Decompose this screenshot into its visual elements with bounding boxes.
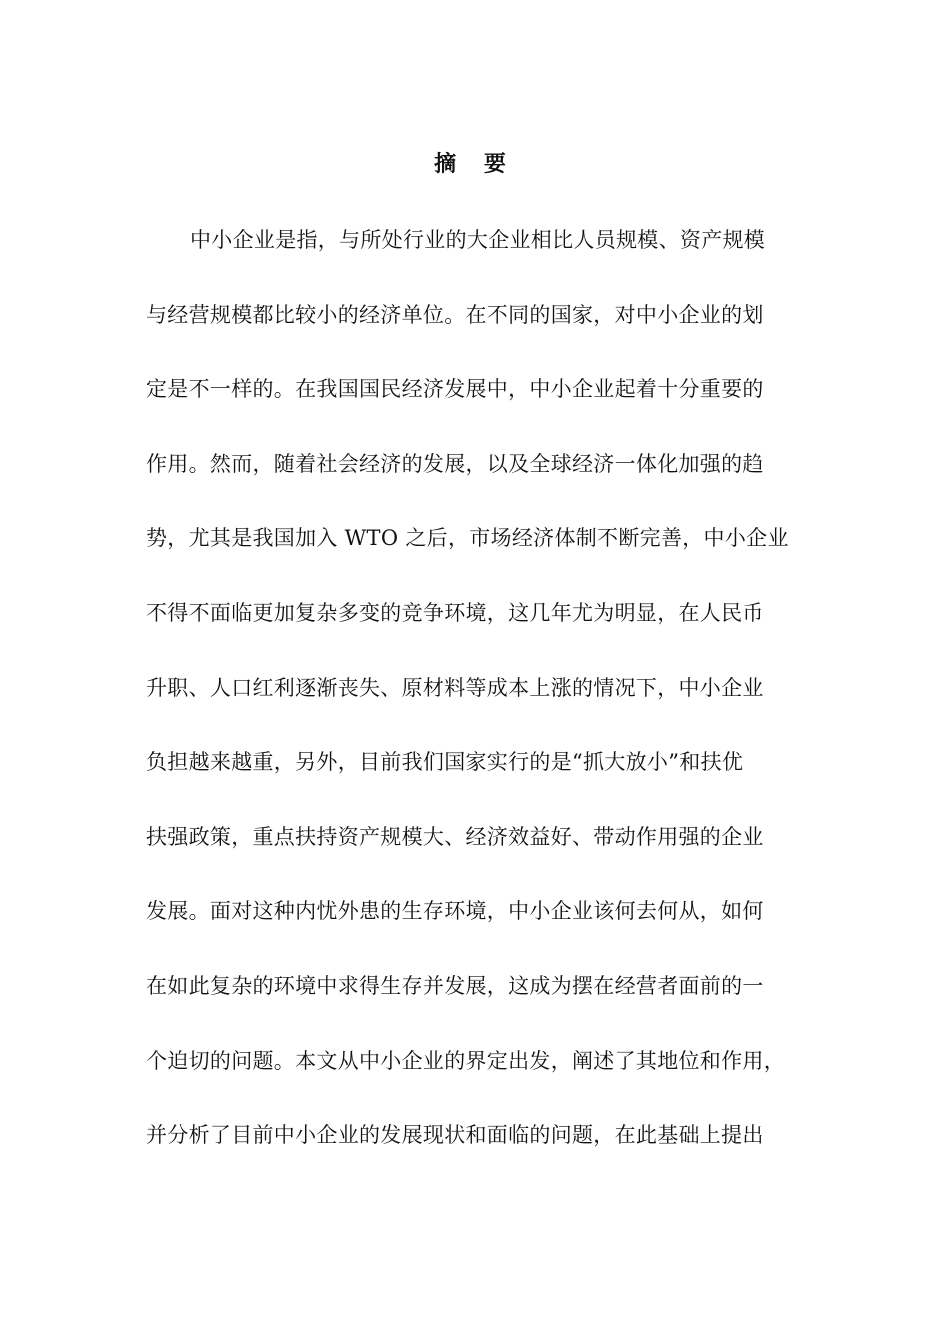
- body-line: 负担越来越重，另外，目前我们国家实行的是“抓大放小”和扶优: [146, 750, 744, 775]
- body-line: 并分析了目前中小企业的发展现状和面临的问题，在此基础上提出: [146, 1123, 764, 1148]
- abstract-body: [146, 224, 826, 1194]
- abstract-title: 摘 要: [434, 151, 516, 177]
- body-line: 与经营规模都比较小的经济单位。在不同的国家，对中小企业的划: [146, 302, 764, 327]
- body-line: 升职、人口红利逐渐丧失、原材料等成本上涨的情况下，中小企业: [146, 675, 764, 700]
- body-line: 势，尤其是我国加入 WTO 之后，市场经济体制不断完善，中小企业: [146, 526, 789, 551]
- body-line: 个迫切的问题。本文从中小企业的界定出发，阐述了其地位和作用，: [146, 1048, 785, 1073]
- body-line: 定是不一样的。在我国国民经济发展中，中小企业起着十分重要的: [146, 377, 764, 402]
- body-line: 作用。然而，随着社会经济的发展，以及全球经济一体化加强的趋: [146, 451, 764, 476]
- body-line: 扶强政策，重点扶持资产规模大、经济效益好、带动作用强的企业: [146, 824, 764, 849]
- body-line: 中小企业是指，与所处行业的大企业相比人员规模、资产规模: [190, 228, 766, 252]
- body-line: 在如此复杂的环境中求得生存并发展，这成为摆在经营者面前的一: [146, 973, 764, 998]
- body-line: 发展。面对这种内忧外患的生存环境，中小企业该何去何从，如何: [146, 899, 764, 924]
- body-line: 不得不面临更加复杂多变的竞争环境，这几年尤为明显，在人民币: [146, 600, 764, 625]
